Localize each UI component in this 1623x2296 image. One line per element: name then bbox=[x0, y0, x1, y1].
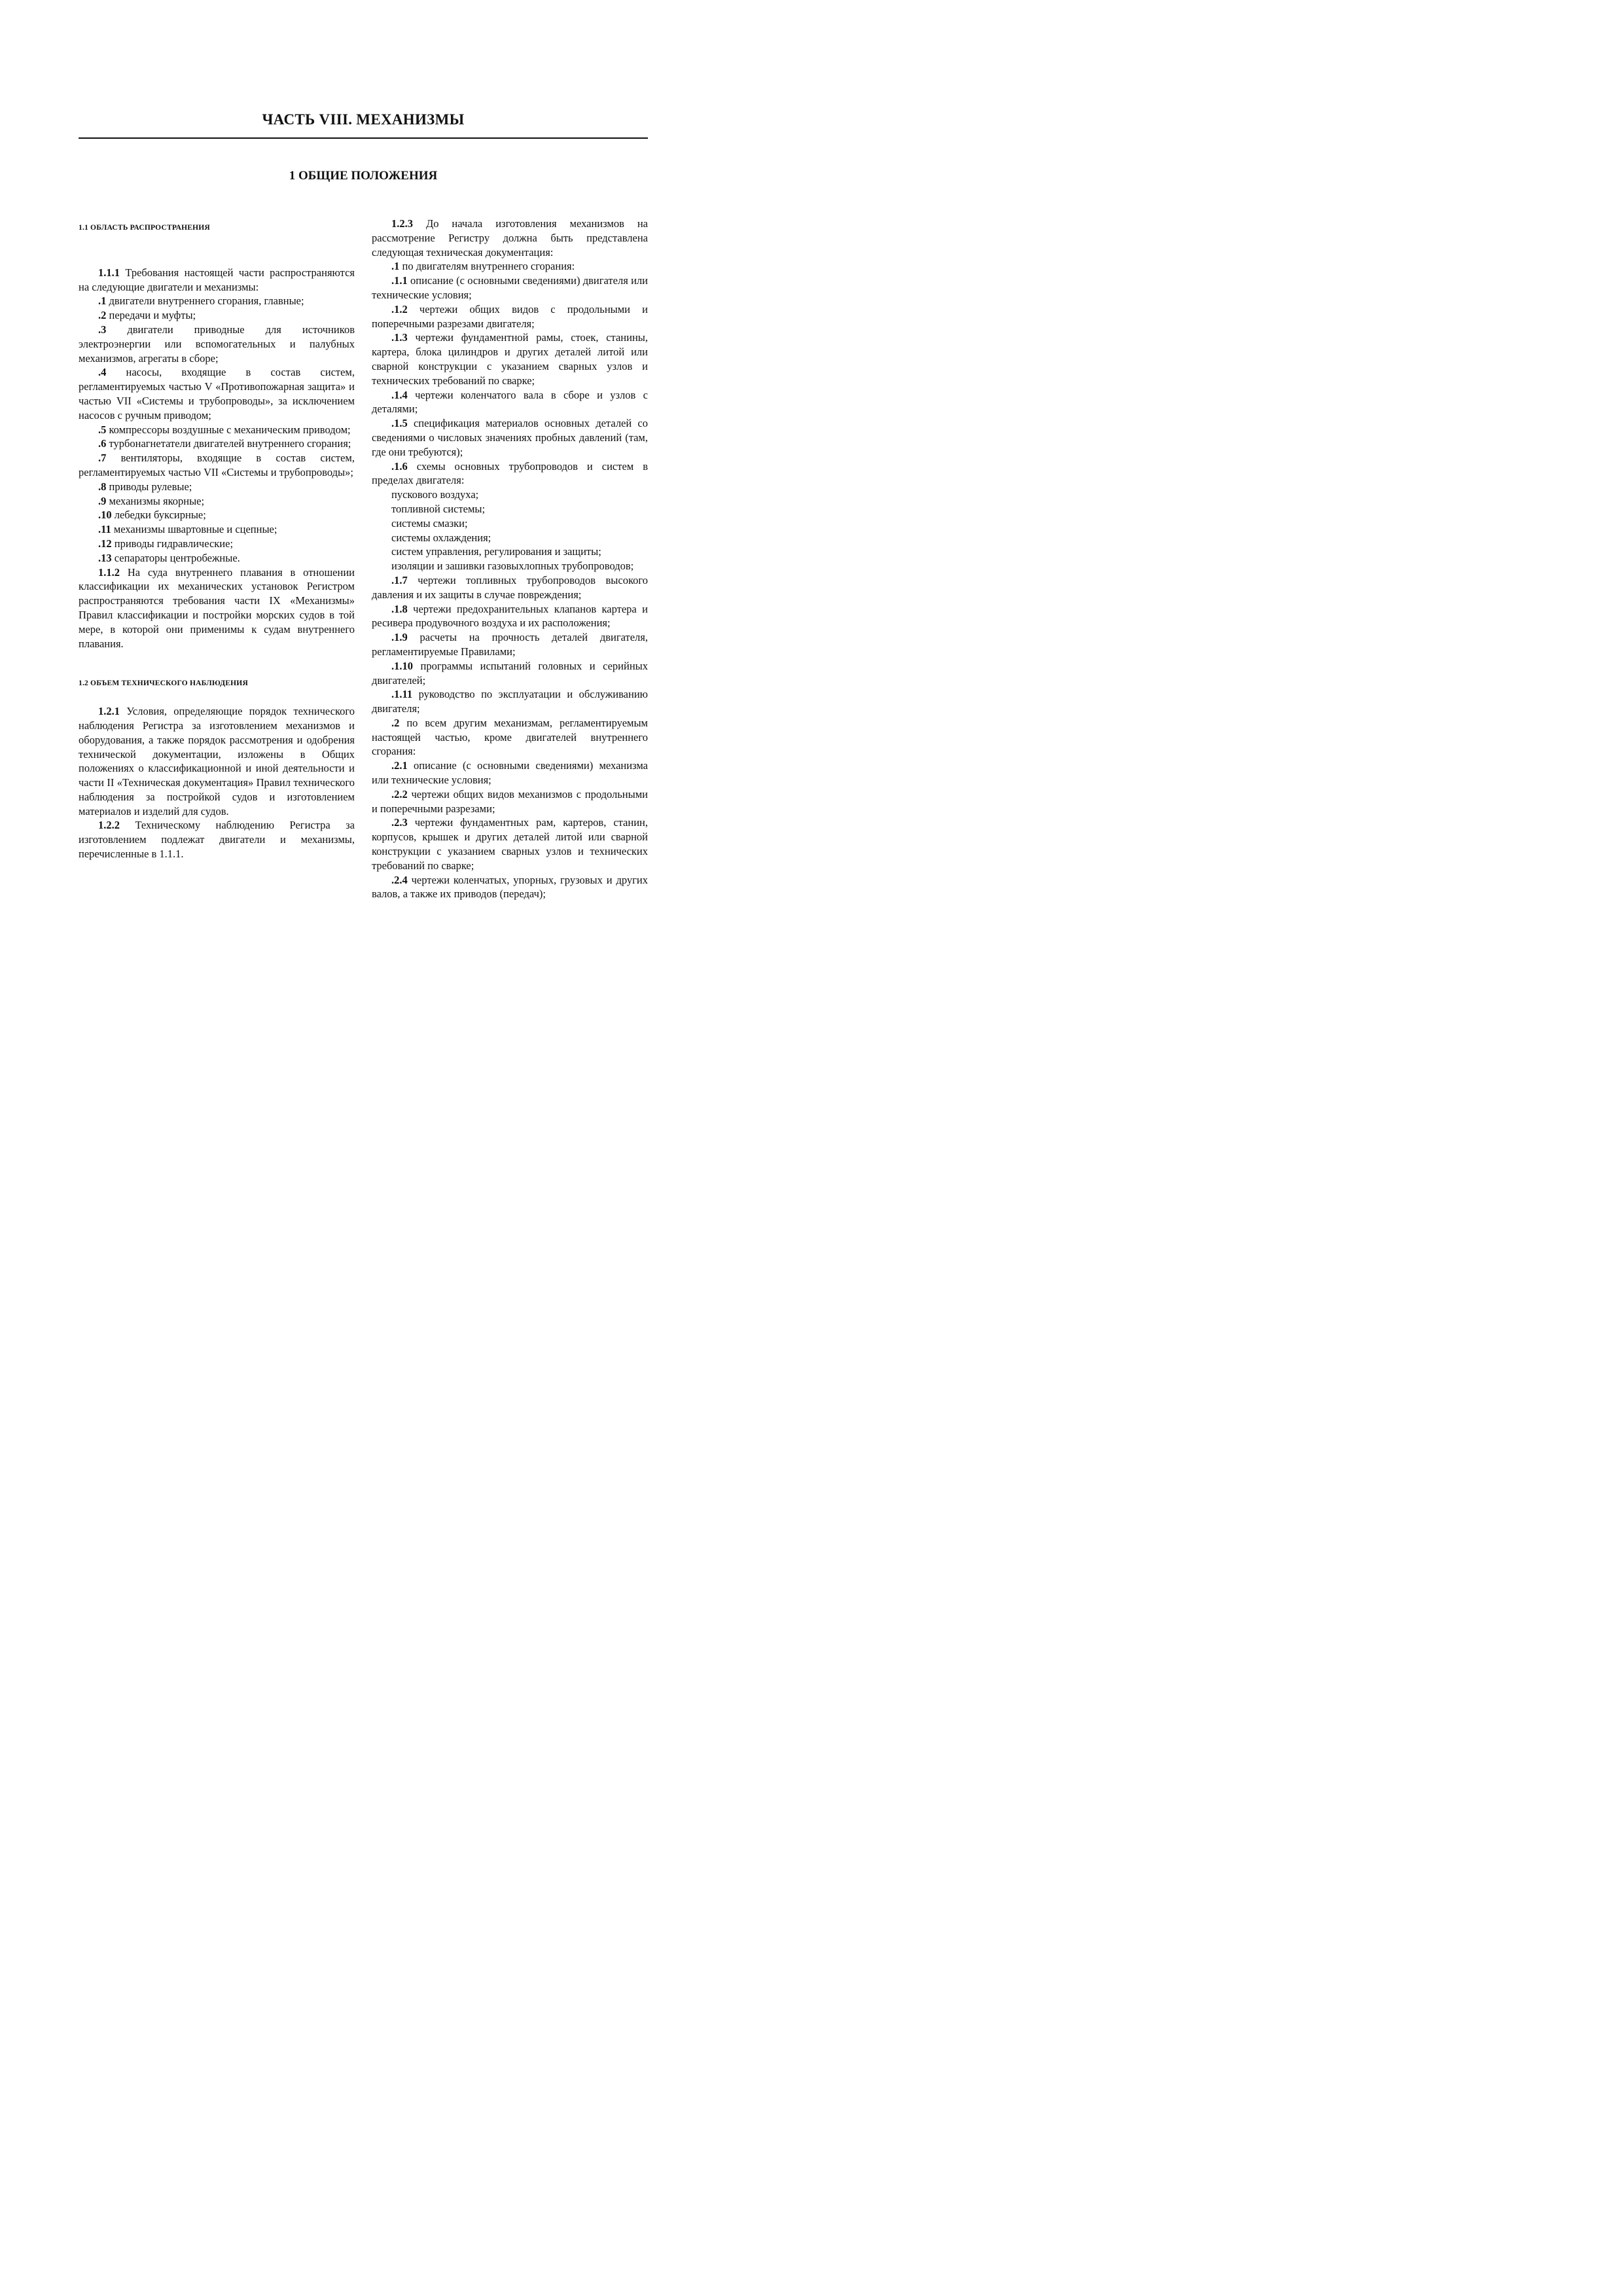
clause-number: .4 bbox=[98, 366, 107, 379]
clause-text: передачи и муфты; bbox=[106, 309, 196, 322]
clause-text: спецификация материалов основных деталей со сведениями о числовых значениях пробных давлений (там, где они требуются); bbox=[372, 417, 648, 458]
paragraph bbox=[372, 630, 648, 659]
clause-text: Техническому наблюдению Регистра за изготовлением подлежат двигатели и механизмы, перечисленные в 1.1.1. bbox=[79, 819, 355, 861]
clause-number: .2.1 bbox=[391, 759, 408, 772]
clause-number: 1.2.2 bbox=[98, 819, 120, 832]
paragraph bbox=[372, 716, 648, 759]
right-paragraphs-1 bbox=[372, 217, 648, 488]
subsection-heading: 1.1 ОБЛАСТЬ РАСПРОСТРАНЕНИЯ bbox=[79, 224, 210, 232]
clause-number: .9 bbox=[98, 494, 107, 507]
paragraph bbox=[372, 217, 648, 259]
paragraph bbox=[372, 873, 648, 902]
paragraph bbox=[79, 294, 355, 308]
paragraph bbox=[79, 565, 355, 651]
clause-text: схемы основных трубопроводов и систем в пределах двигателя: bbox=[372, 459, 648, 487]
paragraph bbox=[79, 323, 355, 365]
paragraph bbox=[79, 508, 355, 522]
clause-number: .1.6 bbox=[391, 459, 408, 473]
clause-text: по двигателям внутреннего сгорания: bbox=[399, 260, 575, 273]
clause-number: .1.4 bbox=[391, 388, 408, 401]
right-sub-items bbox=[372, 488, 648, 559]
clause-text: чертежи общих видов механизмов с продольными и поперечными разрезами; bbox=[372, 787, 648, 815]
clause-number: .6 bbox=[98, 437, 107, 450]
clause-number: .2 bbox=[391, 716, 400, 729]
paragraph bbox=[79, 480, 355, 494]
right-paragraphs-2 bbox=[372, 573, 648, 901]
clause-text: компрессоры воздушные с механическим приводом; bbox=[106, 423, 351, 436]
clause-text: чертежи коленчатого вала в сборе и узлов с деталями; bbox=[372, 388, 648, 416]
paragraph bbox=[79, 494, 355, 509]
paragraph bbox=[372, 659, 648, 688]
left-paragraphs-1 bbox=[79, 266, 355, 651]
sub-item: пускового воздуха; bbox=[391, 488, 479, 501]
clause-text: чертежи предохранительных клапанов картера и ресивера продувочного воздуха и их расположения; bbox=[372, 602, 648, 630]
clause-text: по всем другим механизмам, регламентируемым настоящей частью, кроме двигателей внутреннего сгорания: bbox=[372, 716, 648, 758]
clause-number: 1.2.3 bbox=[391, 217, 413, 230]
clause-number: .3 bbox=[98, 323, 107, 336]
paragraph bbox=[79, 437, 355, 451]
paragraph bbox=[372, 259, 648, 274]
clause-number: .5 bbox=[98, 423, 107, 436]
sub-item: системы смазки; bbox=[391, 516, 468, 529]
paragraph bbox=[372, 816, 648, 872]
clause-text: сепараторы центробежные. bbox=[111, 551, 240, 564]
clause-text: чертежи фундаментной рамы, стоек, станины, картера, блока цилиндров и других деталей литой или сварной конструкции с указанием сварных узлов и технических требований по сварке; bbox=[372, 331, 648, 387]
paragraph bbox=[79, 551, 355, 565]
paragraph bbox=[79, 266, 355, 295]
clause-number: 1.1.2 bbox=[98, 565, 120, 579]
part-title: ЧАСТЬ VIII. МЕХАНИЗМЫ bbox=[262, 111, 465, 128]
clause-text: Условия, определяющие порядок технического наблюдения Регистра за изготовлением механизмов и оборудования, а также порядок рассмотрения и одобрения технической документации, изложены в Общих положениях о классификационной и иной деятельности и части II «Техническая документация» Правил технического наблюдения за постройкой судов и изготовлением материалов и изделий для судов. bbox=[79, 705, 355, 817]
clause-number: .2 bbox=[98, 309, 107, 322]
sub-item: топливной системы; bbox=[391, 502, 486, 515]
clause-number: .1.8 bbox=[391, 602, 408, 615]
section-title: 1 ОБЩИЕ ПОЛОЖЕНИЯ bbox=[289, 169, 438, 183]
clause-text: двигатели приводные для источников электроэнергии или вспомогательных и палубных механизмов, агрегаты в сборе; bbox=[79, 323, 355, 365]
clause-number: .10 bbox=[98, 509, 112, 522]
paragraph bbox=[372, 759, 648, 787]
paragraph bbox=[79, 423, 355, 437]
paragraph bbox=[372, 274, 648, 302]
paragraph bbox=[372, 573, 648, 602]
paragraph bbox=[79, 522, 355, 537]
paragraph bbox=[372, 331, 648, 387]
clause-text: описание (с основными сведениями) двигателя или технические условия; bbox=[372, 274, 648, 301]
clause-number: .2.3 bbox=[391, 816, 408, 829]
paragraph bbox=[372, 388, 648, 417]
clause-text: чертежи коленчатых, упорных, грузовых и других валов, а также их приводов (передач); bbox=[372, 873, 648, 901]
clause-number: .2.2 bbox=[391, 787, 408, 800]
clause-number: .1.3 bbox=[391, 331, 408, 344]
clause-number: .1.1 bbox=[391, 274, 408, 287]
clause-text: приводы рулевые; bbox=[106, 480, 192, 493]
clause-number: .2.4 bbox=[391, 873, 408, 886]
paragraph bbox=[372, 459, 648, 488]
paragraph bbox=[372, 687, 648, 716]
paragraph bbox=[79, 818, 355, 861]
clause-number: 1.2.1 bbox=[98, 705, 120, 718]
clause-text: насосы, входящие в состав систем, регламентируемых частью V «Противопожарная защита» и частью VII «Системы и трубопроводы», за исключением насосов с ручным приводом; bbox=[79, 366, 355, 422]
clause-number: .1.2 bbox=[391, 302, 408, 315]
clause-text: На суда внутреннего плавания в отношении классификации их механических установок Регистром распространяются требования части IX «Механизмы» Правил классификации и постройки морских судов в той мере, в которой они применимы к судам внутреннего плавания. bbox=[79, 565, 355, 650]
sub-item: систем управления, регулирования и защиты; bbox=[391, 545, 601, 558]
title-rule bbox=[79, 137, 648, 139]
clause-text: руководство по эксплуатации и обслуживанию двигателя; bbox=[372, 688, 648, 715]
paragraph bbox=[79, 308, 355, 323]
clause-text: чертежи фундаментных рам, картеров, станин, корпусов, крышек и других деталей литой или сварной конструкции с указанием сварных узлов и технических требований по сварке; bbox=[372, 816, 648, 872]
paragraph bbox=[79, 365, 355, 422]
clause-number: .1.9 bbox=[391, 631, 408, 644]
right-column bbox=[372, 217, 648, 901]
clause-text: расчеты на прочность деталей двигателя, регламентируемые Правилами; bbox=[372, 631, 648, 658]
clause-text: двигатели внутреннего сгорания, главные; bbox=[106, 295, 304, 308]
clause-number: .12 bbox=[98, 537, 112, 550]
clause-text: механизмы якорные; bbox=[106, 494, 205, 507]
clause-number: .1.11 bbox=[391, 688, 413, 701]
paragraph bbox=[79, 704, 355, 818]
sub-item: системы охлаждения; bbox=[391, 531, 491, 544]
clause-number: .1.5 bbox=[391, 417, 408, 430]
paragraph bbox=[372, 302, 648, 331]
subsection-heading: 1.2 ОБЪЕМ ТЕХНИЧЕСКОГО НАБЛЮДЕНИЯ bbox=[79, 679, 248, 688]
clause-text: описание (с основными сведениями) механизма или технические условия; bbox=[372, 759, 648, 787]
clause-number: .8 bbox=[98, 480, 107, 493]
clause-number: .7 bbox=[98, 452, 107, 465]
paragraph bbox=[372, 602, 648, 631]
clause-number: .1 bbox=[98, 295, 107, 308]
clause-text: программы испытаний головных и серийных двигателей; bbox=[372, 659, 648, 687]
clause-text: вентиляторы, входящие в состав систем, регламентируемых частью VII «Системы и трубопроводы»; bbox=[79, 452, 355, 478]
paragraph bbox=[79, 537, 355, 551]
clause-number: 1.1.1 bbox=[98, 266, 120, 279]
paragraph bbox=[79, 451, 355, 480]
clause-text: чертежи общих видов с продольными и поперечными разрезами двигателя; bbox=[372, 302, 648, 330]
clause-text: лебедки буксирные; bbox=[111, 509, 206, 522]
left-paragraphs-2 bbox=[79, 704, 355, 861]
clause-text: турбонагнетатели двигателей внутреннего сгорания; bbox=[106, 437, 351, 450]
clause-text: До начала изготовления механизмов на рассмотрение Регистру должна быть представлена следующая техническая документация: bbox=[372, 217, 648, 259]
clause-number: .1.7 bbox=[391, 573, 408, 586]
clause-text: механизмы швартовные и сцепные; bbox=[111, 523, 277, 536]
left-column bbox=[79, 217, 355, 861]
paragraph bbox=[372, 416, 648, 459]
clause-text: Требования настоящей части распространяются на следующие двигатели и механизмы: bbox=[79, 266, 355, 293]
clause-text: чертежи топливных трубопроводов высокого давления и их защиты в случае повреждения; bbox=[372, 573, 648, 601]
clause-number: .1 bbox=[391, 260, 400, 273]
paragraph bbox=[372, 787, 648, 816]
clause-number: .1.10 bbox=[391, 659, 413, 672]
clause-number: .11 bbox=[98, 523, 111, 536]
clause-text: приводы гидравлические; bbox=[111, 537, 234, 550]
sub-item: изоляции и зашивки газовыхлопных трубопроводов; bbox=[391, 560, 634, 573]
clause-number: .13 bbox=[98, 551, 112, 564]
